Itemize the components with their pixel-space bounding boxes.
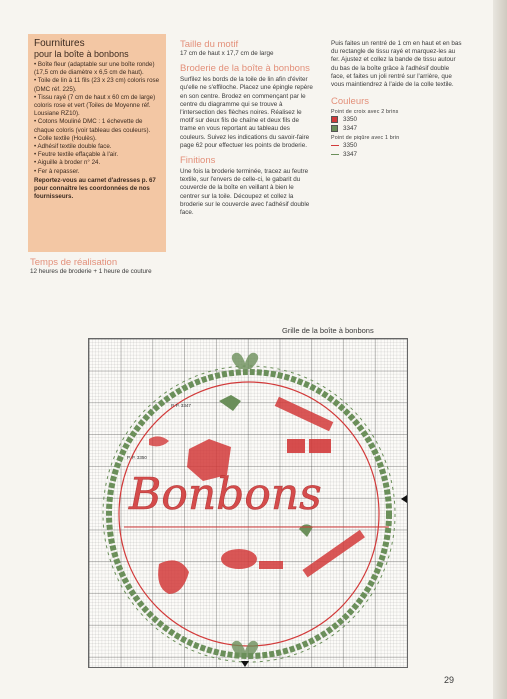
cross-stitch-chart — [88, 338, 408, 668]
middle-column — [180, 40, 314, 217]
wrapped-candy-icon — [219, 395, 241, 411]
supply-item: • Aiguille à broder n° 24. — [34, 159, 160, 167]
candy-icon — [221, 549, 257, 569]
backstitch-label: Point de piqûre avec 1 brin — [331, 135, 400, 142]
strawberry-candy-icon — [158, 560, 189, 594]
supply-item: • Feutre textile effaçable à l'air. — [34, 151, 160, 159]
time-section — [30, 258, 165, 276]
supplies-list — [34, 61, 160, 176]
center-arrow-icon — [241, 661, 249, 667]
color-code: 3347 — [343, 125, 358, 133]
wrapped-candy-icon — [149, 436, 169, 446]
chart-drawing — [89, 339, 407, 667]
color-row — [331, 141, 463, 150]
supplies-subtitle: pour la boîte à bonbons — [34, 49, 129, 59]
candy-icon — [299, 524, 313, 537]
supply-item: • Fer à repasser. — [34, 168, 160, 176]
chart-word: Bonbons — [129, 469, 322, 520]
time-text: 12 heures de broderie + 1 heure de couture — [30, 268, 152, 275]
chart-label: P. P. 3350 — [127, 455, 147, 460]
continuation-text: Puis faites un rentré de 1 cm en haut et en bas du rectangle de tissu rayé et marquez-les au fer. Ajustez et collez la bande de tissu autour du bas de la boîte grâce à l'adhésif double face, et faites un joli rentré sur l'arrière, que vous maintiendrez à l'aide de la colle textile. — [331, 40, 462, 89]
color-row — [331, 115, 463, 124]
chart-label: P. P. 3347 — [171, 403, 191, 408]
finishing-title: Finitions — [180, 155, 216, 167]
right-column — [331, 40, 463, 159]
candy-icon — [259, 561, 283, 569]
line-sample-icon — [331, 154, 339, 155]
supply-item: • Boîte fleur (adaptable sur une boîte ronde) (17,5 cm de diamètre x 6,5 cm de haut). — [34, 61, 160, 77]
color-code: 3350 — [343, 116, 358, 124]
color-code: 3347 — [343, 151, 358, 159]
time-title: Temps de réalisation — [30, 257, 118, 268]
supply-item: • Colle textile (Houlès). — [34, 135, 160, 143]
candy-stick-icon — [275, 397, 334, 431]
supplies-box — [28, 34, 166, 252]
swatch-icon — [331, 125, 338, 132]
size-text: 17 cm de haut x 17,7 cm de large — [180, 50, 274, 57]
embroidery-title: Broderie de la boîte à bonbons — [180, 63, 310, 75]
color-row — [331, 124, 463, 133]
line-sample-icon — [331, 145, 339, 146]
candy-stick-icon — [302, 530, 365, 578]
colors-title: Couleurs — [331, 96, 370, 108]
supply-item: • Cotons Mouliné DMC : 1 échevette de chaque coloris (voir tableau des couleurs). — [34, 118, 160, 134]
finishing-text: Une fois la broderie terminée, tracez au feutre textile, sur l'envers de celle-ci, le gabarit du couvercle de la boîte en veillant à bien le centrer sur la toile. Découpez et collez la broderie sur le couvercle avec l'adhésif double face. — [180, 168, 310, 217]
page-edge — [493, 0, 507, 699]
supplies-title: Fournitures — [34, 38, 85, 49]
swatch-icon — [331, 116, 338, 123]
supply-item: • Adhésif textile double face. — [34, 143, 160, 151]
chart-title: Grille de la boîte à bonbons — [282, 326, 374, 335]
supplies-reference: Reportez-vous au carnet d'adresses p. 67 pour connaître les coordonnées de nos fournisseurs. — [34, 176, 156, 201]
color-row — [331, 150, 463, 159]
cross-stitch-label: Point de croix avec 2 brins — [331, 109, 399, 116]
candy-icon — [309, 439, 331, 453]
supply-item: • Toile de lin à 11 fils (23 x 23 cm) coloris rose (DMC réf. 225). — [34, 77, 160, 93]
size-title: Taille du motif — [180, 39, 239, 50]
page-number: 29 — [444, 675, 455, 685]
candy-icon — [287, 439, 305, 453]
supply-item: • Tissu rayé (7 cm de haut x 60 cm de large) coloris rose et vert (Toiles de Moyenne réf. Lousiane RZ10). — [34, 94, 160, 119]
center-arrow-icon — [401, 495, 407, 503]
embroidery-text: Surfilez les bords de la toile de lin afin d'éviter qu'elle ne s'effiloche. Placez une épingle repère en son centre. Brodez en commençant par le centre du diagramme qui se trouve à l'intersection des flèches noires. Réalisez le motif sur deux fils de chaîne et deux fils de trame en vous reportant au tableau des couleurs. Suivez les indications du savoir-faire page 62 pour effectuer les points de broderie. — [180, 76, 313, 149]
color-code: 3350 — [343, 142, 358, 150]
